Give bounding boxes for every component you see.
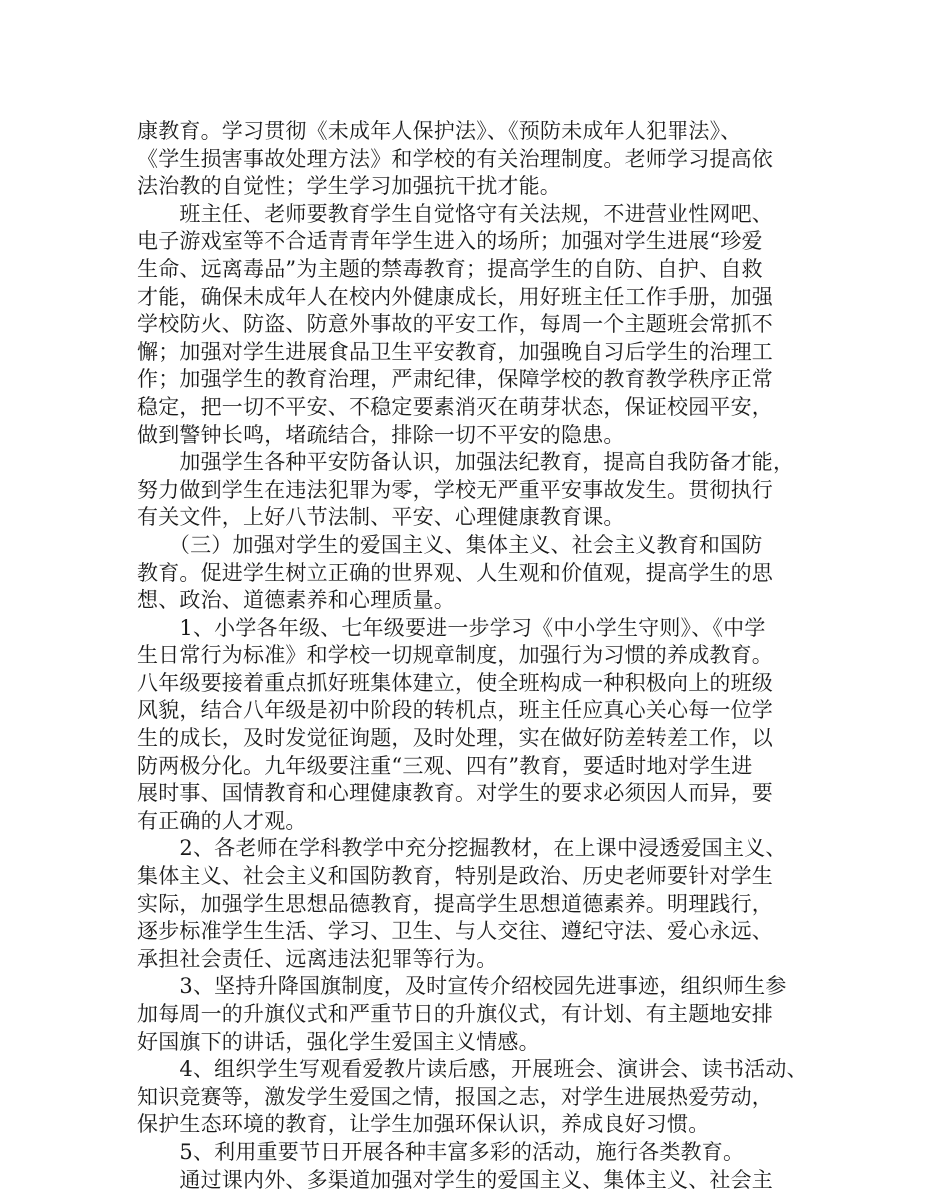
text-line: 展时事、国情教育和心理健康教育。对学生的要求必须因人而异，要	[137, 781, 773, 806]
text-line: 3、坚持升降国旗制度，及时宣传介绍校园先进事迹，组织师生参	[137, 974, 787, 999]
text-line: 生的成长，及时发觉征询题，及时处理，实在做好防差转差工作，以	[137, 726, 773, 751]
text-line: 作；加强学生的教育治理，严肃纪律，保障学校的教育教学秩序正常	[137, 367, 773, 392]
text-line: 通过课内外、多渠道加强对学生的爱国主义、集体主义、社会主	[137, 1167, 773, 1192]
text-line: 《学生损害事故处理方法》和学校的有关治理制度。老师学习提高依	[137, 146, 773, 171]
text-line: 教育。促进学生树立正确的世界观、人生观和价值观，提高学生的思	[137, 560, 773, 585]
text-line: 承担社会责任、远离违法犯罪等行为。	[137, 946, 498, 971]
text-line: 保护生态环境的教育，让学生加强环保认识，养成良好习惯。	[137, 1112, 710, 1137]
text-line: 懈；加强对学生进展食品卫生平安教育，加强晚自习后学生的治理工	[137, 339, 773, 364]
text-line: 康教育。学习贯彻《未成年人保护法》、《预防未成年人犯罪法》、	[137, 119, 742, 143]
text-line: （三）加强对学生的爱国主义、集体主义、社会主义教育和国防	[137, 532, 763, 557]
text-line: 努力做到学生在违法犯罪为零，学校无严重平安事故发生。贯彻执行	[137, 477, 773, 502]
text-line: 5、利用重要节日开展各种丰富多彩的活动，施行各类教育。	[137, 1139, 745, 1164]
text-line: 加每周一的升旗仪式和严重节日的升旗仪式，有计划、有主题地安排	[137, 1002, 773, 1026]
text-line: 实际，加强学生思想品德教育，提高学生思想道德素养。明理践行，	[137, 891, 773, 916]
text-line: 生日常行为标准》和学校一切规章制度，加强行为习惯的养成教育。	[137, 643, 773, 668]
text-line: 有关文件，上好八节法制、平安、心理健康教育课。	[137, 505, 625, 530]
text-line: 加强学生各种平安防备认识，加强法纪教育，提高自我防备才能，	[137, 450, 795, 475]
text-line: 2、各老师在学科教学中充分挖掘教材，在上课中浸透爱国主义、	[137, 836, 787, 861]
text-line: 有正确的人才观。	[137, 808, 307, 833]
text-line: 稳定，把一切不平安、不稳定要素消灭在萌芽状态，保证校园平安，	[137, 394, 773, 419]
text-line: 好国旗下的讲话，强化学生爱国主义情感。	[137, 1029, 540, 1054]
text-line: 防两极分化。九年级要注重“三观、四有”教育，要适时地对学生进	[137, 753, 753, 778]
text-line: 风貌，结合八年级是初中阶段的转机点，班主任应真心关心每一位学	[137, 698, 773, 723]
text-line: 法治教的自觉性；学生学习加强抗干扰才能。	[137, 174, 561, 199]
text-line: 4、组织学生写观看爱教片读后感，开展班会、演讲会、读书活动、	[137, 1057, 808, 1082]
text-line: 逐步标准学生生活、学习、卫生、与人交往、遵纪守法、爱心永远、	[137, 919, 773, 944]
text-line: 做到警钟长鸣，堵疏结合，排除一切不平安的隐患。	[137, 422, 625, 447]
text-line: 班主任、老师要教育学生自觉恪守有关法规，不进营业性网吧、	[137, 201, 773, 226]
body-text	[137, 118, 827, 1194]
text-line: 知识竞赛等，激发学生爱国之情，报国之志，对学生进展热爱劳动，	[137, 1084, 773, 1109]
text-line: 1、小学各年级、七年级要进一步学习《中小学生守则》、《中学	[137, 615, 766, 640]
text-line: 八年级要接着重点抓好班集体建立，使全班构成一种积极向上的班级	[137, 670, 773, 695]
text-line: 想、政治、道德素养和心理质量。	[137, 588, 455, 613]
text-line: 集体主义、社会主义和国防教育，特别是政治、历史老师要针对学生	[137, 864, 773, 889]
text-line: 学校防火、防盗、防意外事故的平安工作，每周一个主题班会常抓不	[137, 312, 773, 337]
text-line: 电子游戏室等不合适青青年学生进入的场所；加强对学生进展“珍爱	[137, 229, 763, 254]
text-line: 才能，确保未成年人在校内外健康成长，用好班主任工作手册，加强	[137, 284, 773, 309]
text-line: 生命、远离毒品”为主题的禁毒教育；提高学生的自防、自护、自救	[137, 256, 763, 281]
